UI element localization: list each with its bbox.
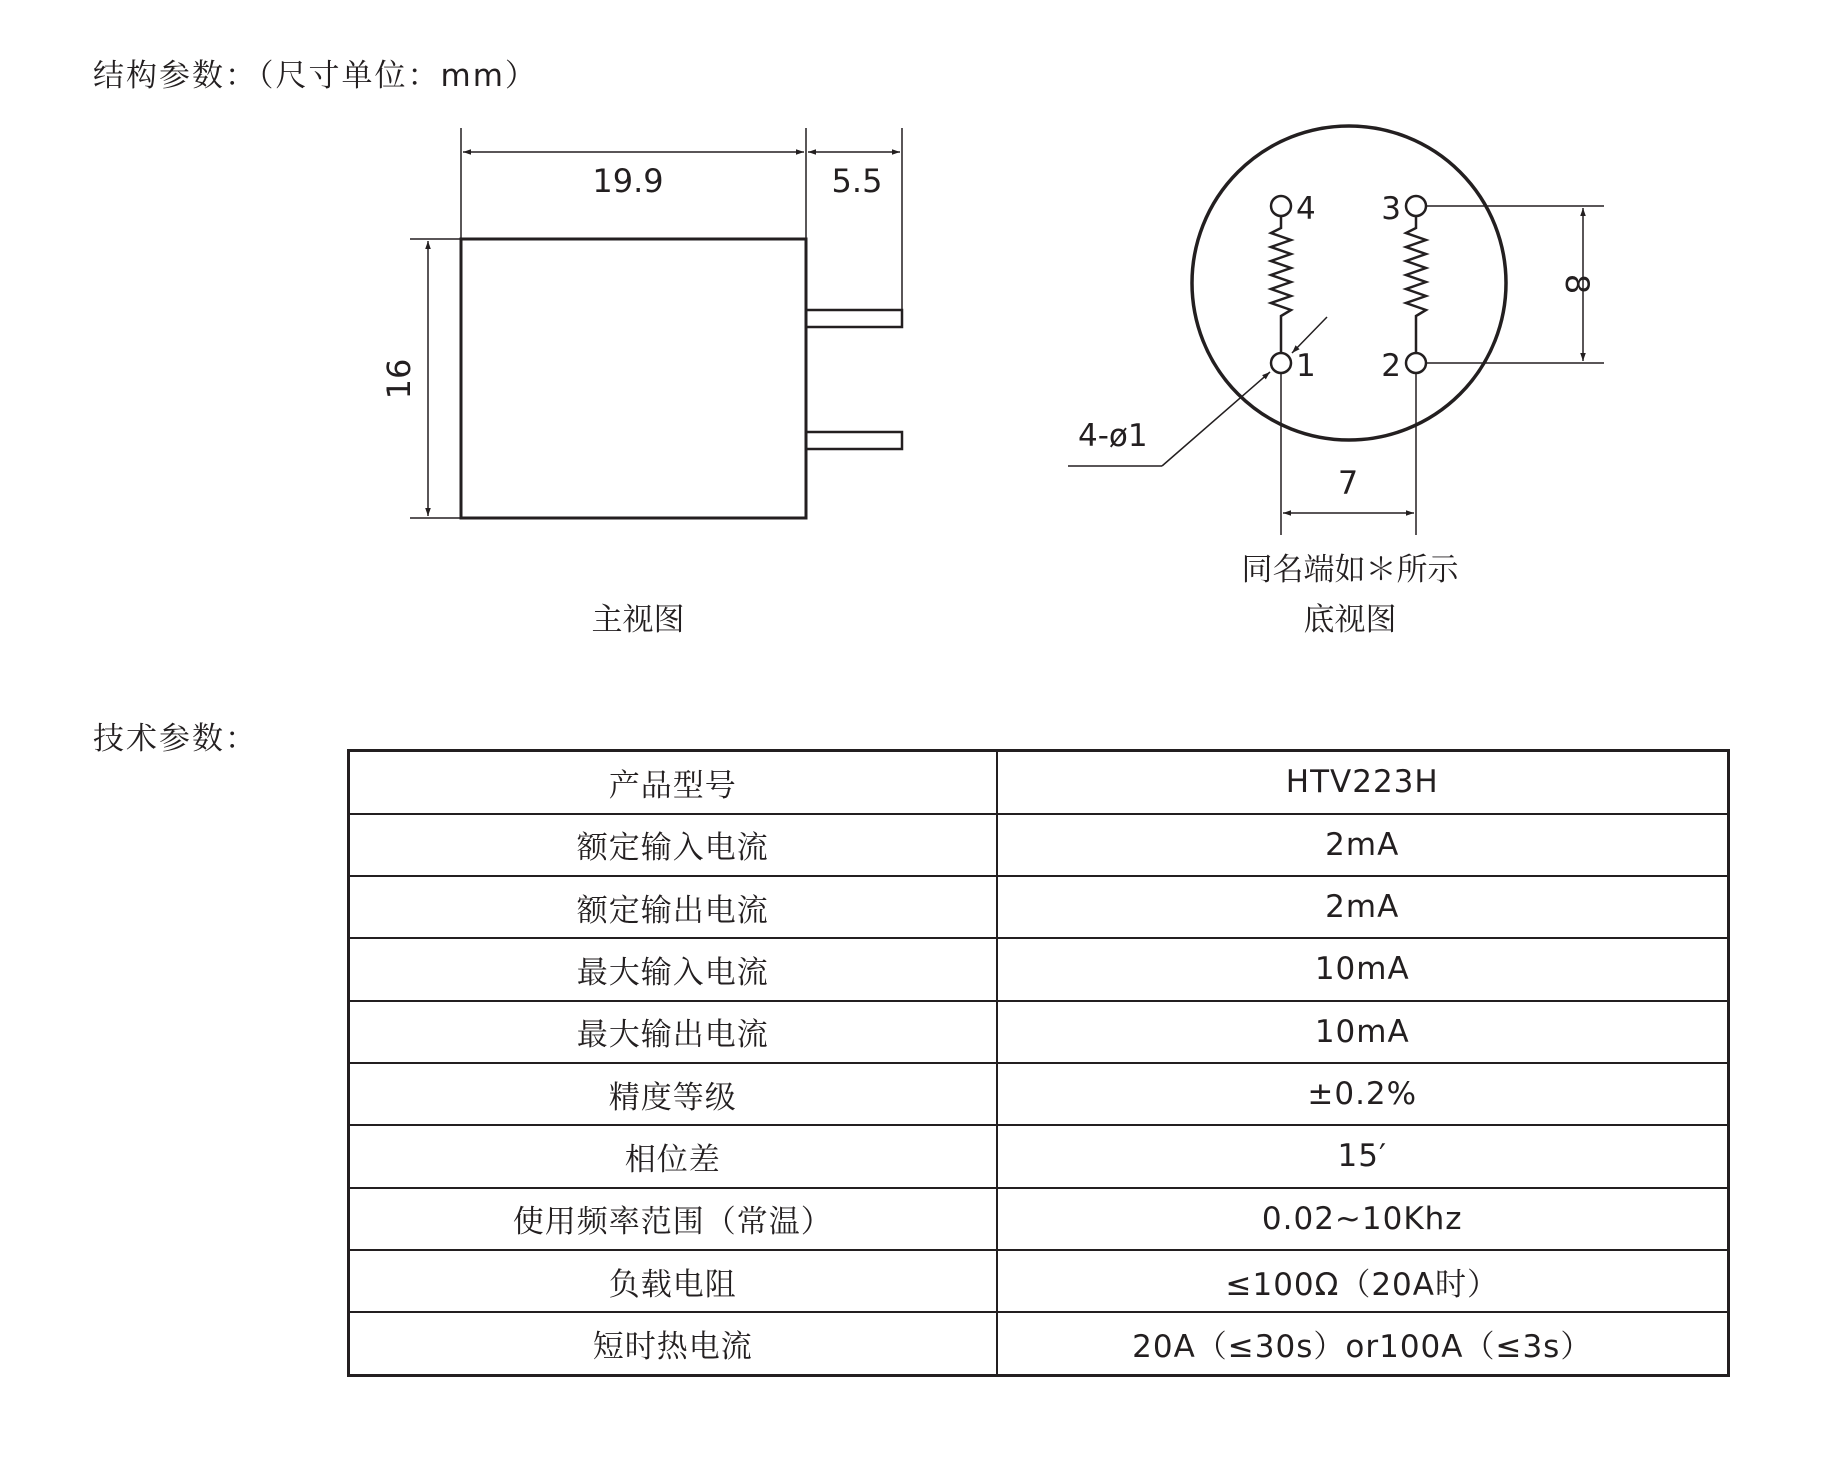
param-cell: 精度等级 [349, 1063, 997, 1125]
value-cell: ±0.2% [997, 1063, 1729, 1125]
value-cell: HTV223H [997, 751, 1729, 814]
winding-right [1406, 216, 1426, 355]
pin-hole-3 [1406, 196, 1426, 216]
technical-parameters-heading: 技术参数： [93, 721, 258, 757]
table-row [349, 751, 1729, 814]
value-cell: 10mA [997, 938, 1729, 1000]
table-row [349, 1001, 1729, 1063]
param-cell: 使用频率范围（常温） [349, 1188, 997, 1250]
pin-hole-2 [1406, 353, 1426, 373]
table-row [349, 938, 1729, 1000]
pin-label-1: 1 [1296, 348, 1316, 384]
pin-label-2: 2 [1381, 348, 1401, 384]
pin-upper [806, 310, 902, 327]
front-view [380, 128, 902, 638]
param-cell: 最大输出电流 [349, 1001, 997, 1063]
dimension-drawing [0, 0, 1823, 680]
value-cell: ≤100Ω（20A时） [997, 1250, 1729, 1312]
height-label: 16 [380, 358, 418, 400]
value-cell: 2mA [997, 814, 1729, 876]
pin-hole-1 [1271, 353, 1291, 373]
pin-hole-4 [1271, 196, 1291, 216]
param-cell: 额定输出电流 [349, 876, 997, 938]
vertical-pitch-label: 8 [1558, 273, 1596, 295]
width-label: 19.9 [592, 162, 664, 200]
table-row [349, 1312, 1729, 1375]
transformer-body [461, 239, 806, 518]
param-cell: 负载电阻 [349, 1250, 997, 1312]
dot-terminal-note: 同名端如＊所示 [1241, 552, 1459, 588]
value-cell: 2mA [997, 876, 1729, 938]
table-row [349, 876, 1729, 938]
table-row [349, 1250, 1729, 1312]
winding-left [1271, 216, 1291, 355]
param-cell: 额定输入电流 [349, 814, 997, 876]
bottom-view-caption: 底视图 [1303, 602, 1397, 638]
pin-label-3: 3 [1381, 191, 1401, 227]
bottom-view [1068, 126, 1604, 638]
param-cell: 相位差 [349, 1125, 997, 1187]
param-cell: 产品型号 [349, 751, 997, 814]
transformer-outline [1192, 126, 1506, 440]
value-cell: 0.02~10Khz [997, 1188, 1729, 1250]
spec-table [347, 749, 1730, 1377]
pin-length-label: 5.5 [831, 162, 883, 200]
structure-parameters-heading: 结构参数：（尺寸单位：mm） [93, 58, 538, 94]
table-row [349, 1063, 1729, 1125]
horizontal-pitch-label: 7 [1337, 464, 1359, 502]
pin-label-4: 4 [1296, 191, 1316, 227]
table-row [349, 1188, 1729, 1250]
table-row [349, 814, 1729, 876]
front-view-caption: 主视图 [591, 602, 685, 638]
value-cell: 20A（≤30s）or100A（≤3s） [997, 1312, 1729, 1375]
param-cell: 短时热电流 [349, 1312, 997, 1375]
table-row [349, 1125, 1729, 1187]
value-cell: 15′ [997, 1125, 1729, 1187]
hole-label: 4-ø1 [1078, 418, 1148, 454]
value-cell: 10mA [997, 1001, 1729, 1063]
pin-lower [806, 432, 902, 449]
param-cell: 最大输入电流 [349, 938, 997, 1000]
